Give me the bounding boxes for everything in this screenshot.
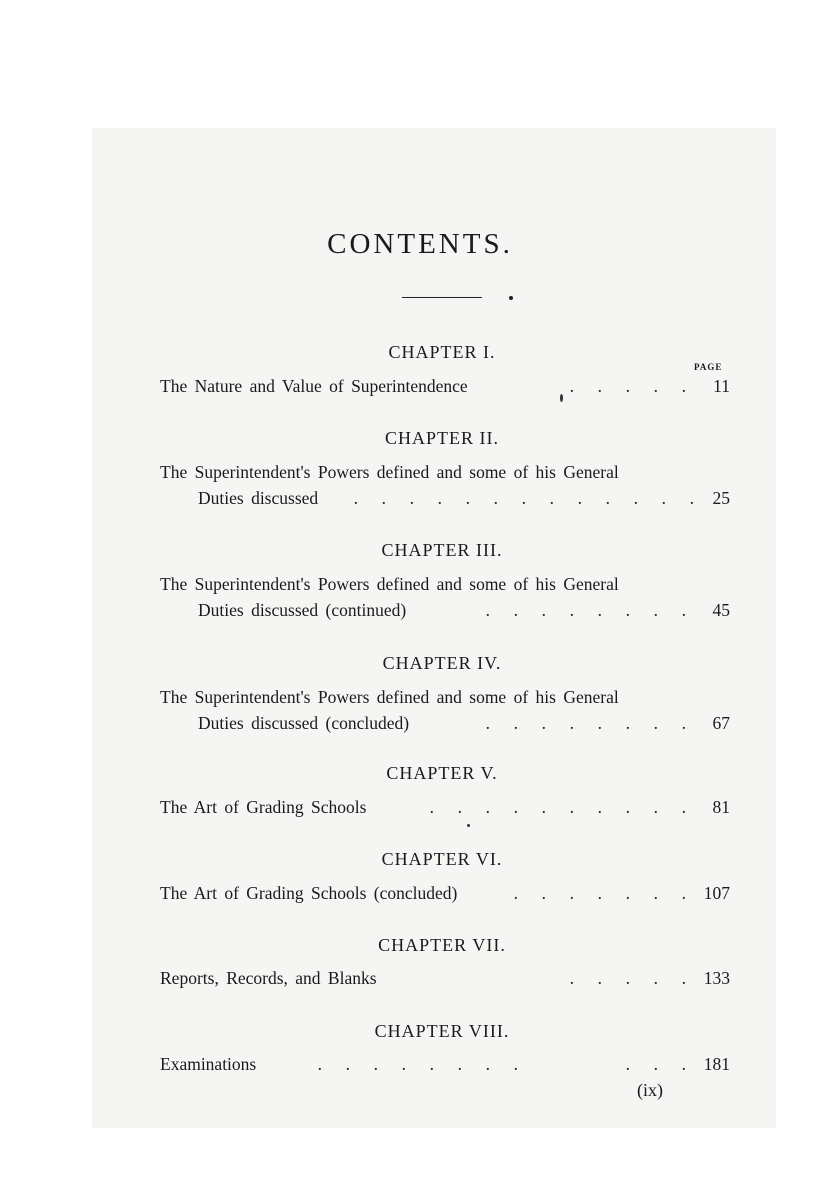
ink-speck xyxy=(560,394,563,402)
leader-dots: . . . xyxy=(625,1054,686,1074)
leader-dots: . . . . . . . . . . xyxy=(429,797,686,817)
toc-entry-title: The Superintendent's Powers defined and some of his General xyxy=(160,687,619,707)
toc-entry-continuation: Duties discussed xyxy=(198,488,319,508)
chapter-heading: CHAPTER VII. xyxy=(378,935,506,955)
leader-dots: . . . . . xyxy=(569,376,686,396)
leader-dots: . . . . . . . xyxy=(513,883,686,903)
title-rule-dot xyxy=(509,296,513,300)
leader-dots: . . . . . . . . . . . . . xyxy=(353,488,694,508)
toc-page-number: 25 xyxy=(712,488,730,508)
toc-entry-title: The Art of Grading Schools (concluded) xyxy=(160,883,458,903)
toc-page-number: 45 xyxy=(712,600,730,620)
chapter-heading: CHAPTER V. xyxy=(386,763,498,783)
chapter-heading: CHAPTER VIII. xyxy=(374,1021,510,1041)
title-rule xyxy=(402,297,482,298)
toc-page-number: 181 xyxy=(703,1054,730,1074)
page-folio: (ix) xyxy=(637,1080,663,1100)
toc-entry-title: The Superintendent's Powers defined and some of his General xyxy=(160,462,619,482)
leader-dots: . . . . . . . . xyxy=(485,600,686,620)
toc-entry-continuation: Duties discussed (continued) xyxy=(198,600,407,620)
chapter-heading: CHAPTER VI. xyxy=(381,849,503,869)
toc-entry-title: Examinations xyxy=(160,1054,257,1074)
leader-dots: . . . . . . . . xyxy=(485,713,686,733)
toc-page-number: 107 xyxy=(703,883,730,903)
chapter-heading: CHAPTER IV. xyxy=(382,653,502,673)
chapter-heading: CHAPTER II. xyxy=(385,428,499,448)
leader-dots: . . . . . xyxy=(569,968,686,988)
toc-page-number: 81 xyxy=(712,797,730,817)
toc-entry-title: The Nature and Value of Superintendence xyxy=(160,376,468,396)
toc-entry-title: Reports, Records, and Blanks xyxy=(160,968,377,988)
page-column-label: PAGE xyxy=(694,362,723,372)
chapter-heading: CHAPTER I. xyxy=(388,342,496,362)
toc-entry-title: The Art of Grading Schools xyxy=(160,797,367,817)
toc-entry-continuation: Duties discussed (concluded) xyxy=(198,713,410,733)
ink-speck xyxy=(467,824,470,827)
leader-dots: . . . . . . . . xyxy=(317,1054,518,1074)
chapter-heading: CHAPTER III. xyxy=(381,540,503,560)
page-title: CONTENTS. xyxy=(327,228,513,260)
toc-page-number: 133 xyxy=(703,968,730,988)
toc-entry-title: The Superintendent's Powers defined and some of his General xyxy=(160,574,619,594)
toc-page-number: 67 xyxy=(712,713,730,733)
toc-page-number: 11 xyxy=(713,376,730,396)
